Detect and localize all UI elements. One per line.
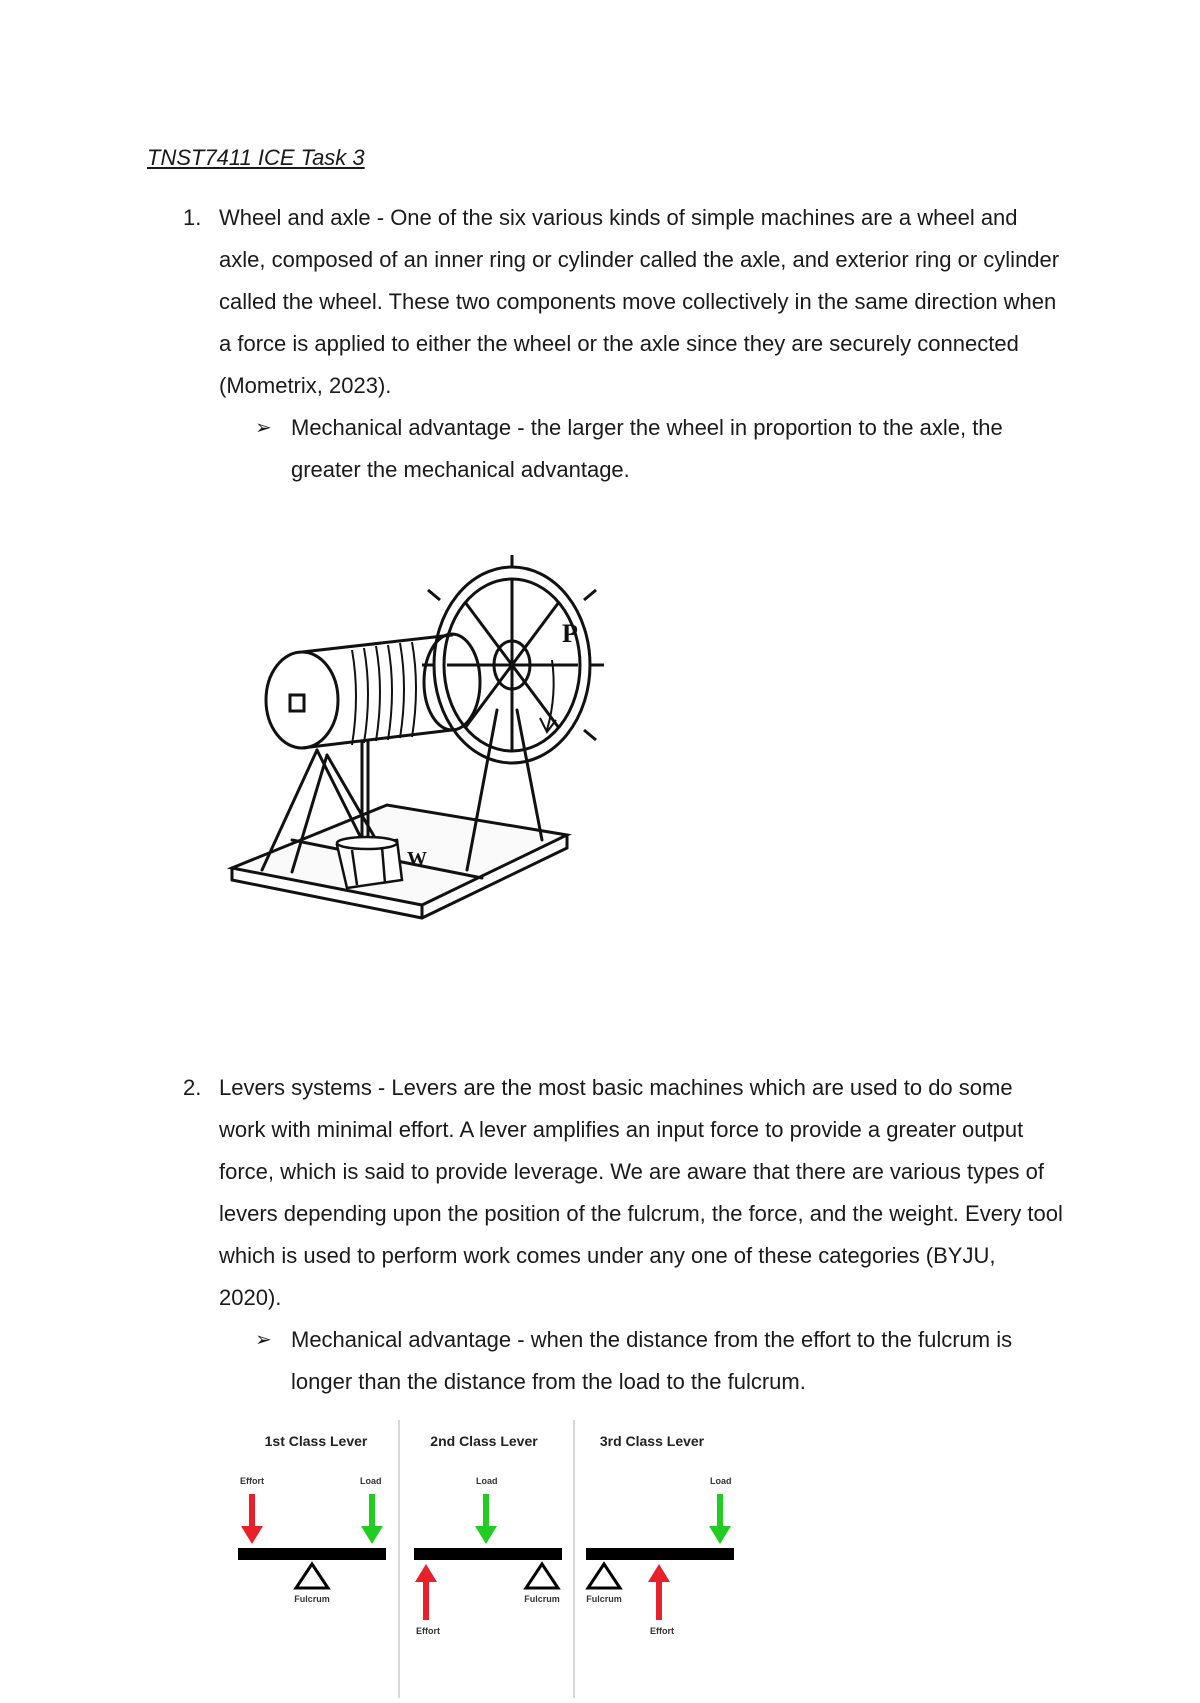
lever-panel-2nd-class — [408, 1420, 576, 1698]
list-item-levers-systems — [183, 1067, 1063, 1403]
arrow-bullet-icon: ➢ — [255, 417, 272, 439]
sub-bullet — [255, 407, 1063, 491]
item-number: 2. — [183, 1075, 202, 1100]
load-label: Load — [476, 1476, 498, 1486]
fulcrum-triangle-icon — [588, 1564, 620, 1588]
effort-label: Effort — [416, 1626, 440, 1636]
load-arrow-icon — [475, 1494, 497, 1544]
fulcrum-label: Fulcrum — [586, 1594, 622, 1604]
item-number: 1. — [183, 205, 202, 230]
load-arrow-icon — [709, 1494, 731, 1544]
fulcrum-label: Fulcrum — [294, 1594, 330, 1604]
effort-label: Effort — [240, 1476, 264, 1486]
effort-arrow-icon — [648, 1564, 670, 1620]
list-item-wheel-and-axle — [183, 197, 1063, 491]
lever-beam — [586, 1548, 734, 1560]
lever-title: 1st Class Lever — [264, 1433, 368, 1449]
item-paragraph: Wheel and axle - One of the six various kinds of simple machines are a wheel and axle, composed of an inner ring or cylinder called the axle, and exterior ring or cylinder called the wheel. These two components move collectively in the same direction when a force is applied to either the wheel or the axle since they are securely connected (Mometrix, 2023). — [219, 205, 1060, 398]
effort-arrow-icon — [241, 1494, 263, 1544]
weight-label-w: W — [407, 848, 427, 870]
sub-bullet-text: Mechanical advantage - when the distance from the effort to the fulcrum is longer than the distance from the load to the fulcrum. — [291, 1327, 1013, 1394]
arrow-bullet-icon: ➢ — [255, 1329, 272, 1351]
fulcrum-label: Fulcrum — [524, 1594, 560, 1604]
fulcrum-triangle-icon — [296, 1564, 328, 1588]
wheel-and-axle-drawing — [222, 550, 612, 920]
fulcrum-triangle-icon — [526, 1564, 558, 1588]
sub-bullet — [255, 1319, 1063, 1403]
lever-title: 2nd Class Lever — [430, 1433, 538, 1449]
load-label: Load — [360, 1476, 382, 1486]
effort-label: Effort — [650, 1626, 674, 1636]
wheel-and-axle-illustration — [222, 550, 612, 920]
lever-title: 3rd Class Lever — [599, 1433, 705, 1449]
lever-panel-1st-class — [232, 1420, 400, 1698]
page-title: TNST7411 ICE Task 3 — [147, 145, 365, 170]
force-label-p: P — [562, 619, 578, 648]
sub-bullet-text: Mechanical advantage - the larger the wheel in proportion to the axle, the greater the mechanical advantage. — [291, 415, 1003, 482]
load-label: Load — [710, 1476, 732, 1486]
lever-beam — [238, 1548, 386, 1560]
load-arrow-icon — [361, 1494, 383, 1544]
effort-arrow-icon — [415, 1564, 437, 1620]
lever-beam — [414, 1548, 562, 1560]
item-paragraph: Levers systems - Levers are the most basic machines which are used to do some work with minimal effort. A lever amplifies an input force to provide a greater output force, which is said to provide leverage. We are aware that there are various types of levers depending upon the position of the fulcrum, the force, and the weight. Every tool which is used to perform work comes under any one of these categories (BYJU, 2020). — [219, 1075, 1063, 1310]
lever-panel-3rd-class — [584, 1420, 752, 1698]
